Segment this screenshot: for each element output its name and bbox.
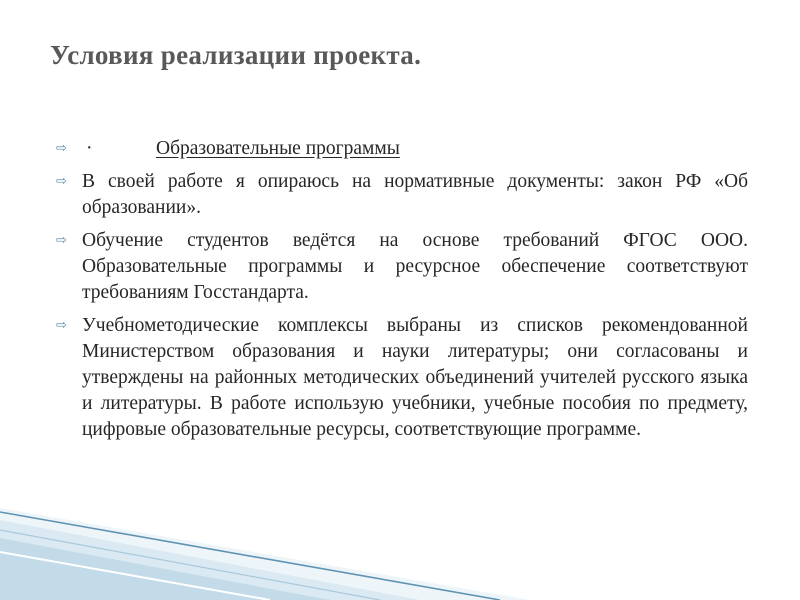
right-arrow-outline-icon: ⇨	[56, 141, 67, 156]
bullet-line	[82, 136, 748, 162]
right-arrow-outline-icon: ⇨	[56, 318, 67, 333]
bullet-item-fgos	[56, 228, 748, 306]
bullet-item-complexes	[56, 313, 748, 443]
stripe-band-pale	[0, 520, 420, 600]
stripe-line-mid	[0, 530, 380, 600]
bullet-text: Обучение студентов ведётся на основе требований ФГОС ООО. Образовательные программы и ресурсное обеспечение соответствуют требованиям Госстандарта.	[82, 230, 748, 303]
slide-title: Условия реализации проекта.	[50, 40, 422, 70]
stripe-band-mid	[0, 538, 330, 600]
right-arrow-outline-icon: ⇨	[56, 174, 67, 189]
programs-heading: Образовательные программы	[156, 138, 400, 159]
decorative-stripes	[0, 500, 800, 600]
bullet-text: В своей работе я опираюсь на нормативные документы: закон РФ «Об образовании».	[82, 171, 748, 218]
bullet-list	[56, 136, 748, 450]
bullet-item-programs	[56, 136, 748, 162]
stripe-line-dark	[0, 512, 500, 600]
stripe-line-soft	[0, 552, 270, 600]
stripe-band-light	[0, 508, 530, 600]
bullet-item-documents	[56, 169, 748, 221]
bullet-text: Учебнометодические комплексы выбраны из списков рекомендованной Министерством образования и науки литературы; они согласованы и утверждены на районных методических объединений учителей русского языка и литературы. В работе использую учебники, учебные пособия по предмету, цифровые образовательные ресурсы, соответствующие программе.	[82, 315, 748, 440]
dot-marker: ·	[86, 138, 93, 159]
right-arrow-outline-icon: ⇨	[56, 233, 67, 248]
